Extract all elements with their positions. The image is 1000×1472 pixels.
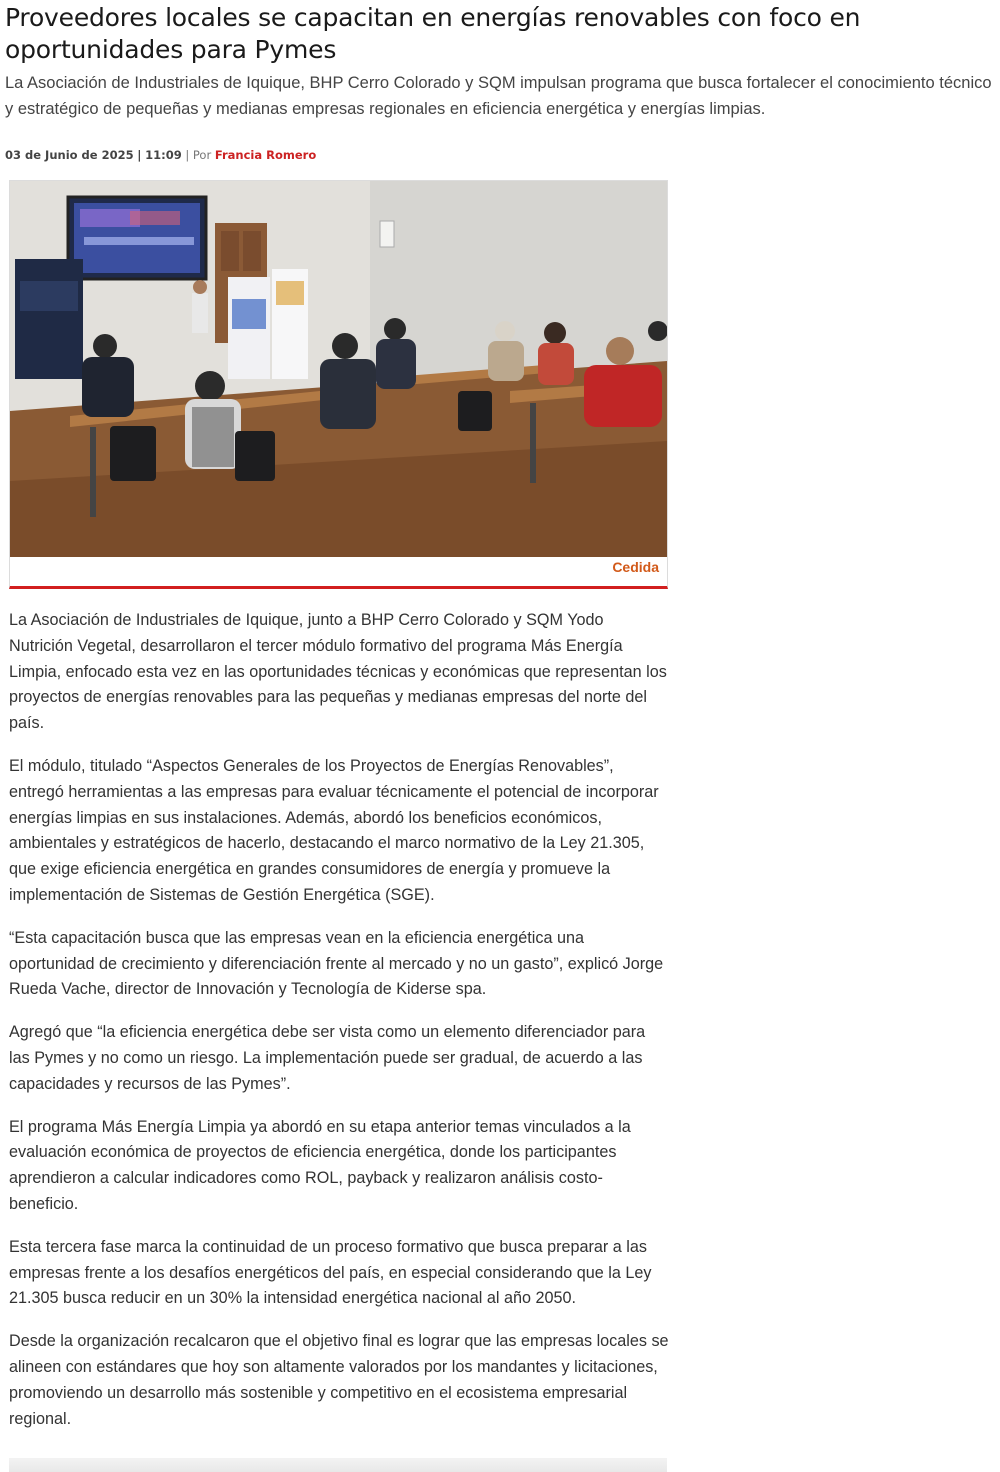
article-paragraph: La Asociación de Industriales de Iquique, junto a BHP Cerro Colorado y SQM Yodo Nutrición Vegetal, desarrollaron el tercer módulo formativo del programa Más Energía Limpia, enfocado esta vez en las oportunidades técnicas y económicas que representan los proyectos de energías renovables para las pequeñas y medianas empresas del norte del país. xyxy=(9,611,667,733)
meta-separator: | xyxy=(185,148,190,162)
author-link[interactable]: Francia Romero xyxy=(214,148,317,162)
article-subtitle: La Asociación de Industriales de Iquique, BHP Cerro Colorado y SQM impulsan programa que busca fortalecer el conocimiento técnico y estratégico de pequeñas y medianas empresas regionales en eficiencia energética y energías limpias. xyxy=(5,74,992,118)
article-paragraph: El programa Más Energía Limpia ya abordó en su etapa anterior temas vinculados a la evaluación económica de proyectos de eficiencia energética, donde los participantes aprendieron a calcular indicadores como ROL, payback y realizaron análisis costo-beneficio. xyxy=(9,1117,631,1213)
article-body xyxy=(9,608,669,1449)
image-credit: Cedida xyxy=(612,559,659,575)
article-paragraph: Esta tercera fase marca la continuidad de un proceso formativo que busca preparar a las empresas frente a los desafíos energéticos del país, en especial considerando que la Ley 21.305 busca reducir en un 30% la intensidad energética nacional al año 2050. xyxy=(9,1237,652,1308)
meta-separator: | xyxy=(137,148,142,162)
classroom-photo xyxy=(10,181,667,557)
by-label: Por xyxy=(192,148,212,162)
publish-date: 03 de Junio de 2025 xyxy=(5,148,134,162)
article-paragraph: Desde la organización recalcaron que el objetivo final es lograr que las empresas locales se alineen con estándares que hoy son altamente valorados por los mandantes y licitaciones, promoviendo un desarrollo más sostenible y competitivo en el ecosistema empresarial regional. xyxy=(9,1332,669,1428)
article-paragraph: El módulo, titulado “Aspectos Generales de los Proyectos de Energías Renovables”, entregó herramientas a las empresas para evaluar técnicamente el potencial de incorporar energías limpias en sus instalaciones. Además, abordó los beneficios económicos, ambientales y estratégicos de hacerlo, destacando el marco normativo de la Ley 21.305, que exige eficiencia energética en grandes consumidores de energía y promueve la implementación de Sistemas de Gestión Energética (SGE). xyxy=(9,756,659,904)
next-content-strip xyxy=(9,1458,667,1472)
article-paragraph: Agregó que “la eficiencia energética debe ser vista como un elemento diferenciador para las Pymes y no como un riesgo. La implementación puede ser gradual, de acuerdo a las capacidades y recursos de las Pymes”. xyxy=(9,1023,646,1093)
publish-time: 11:09 xyxy=(145,148,182,162)
article-headline: Proveedores locales se capacitan en energías renovables con foco en oportunidades para Pymes xyxy=(5,3,861,64)
article-meta xyxy=(5,148,316,162)
article-paragraph: “Esta capacitación busca que las empresas vean en la eficiencia energética una oportunidad de crecimiento y diferenciación frente al mercado y no un gasto”, explicó Jorge Rueda Vache, director de Innovación y Tecnología de Kiderse spa. xyxy=(9,928,664,999)
article-photo[interactable] xyxy=(9,180,668,589)
